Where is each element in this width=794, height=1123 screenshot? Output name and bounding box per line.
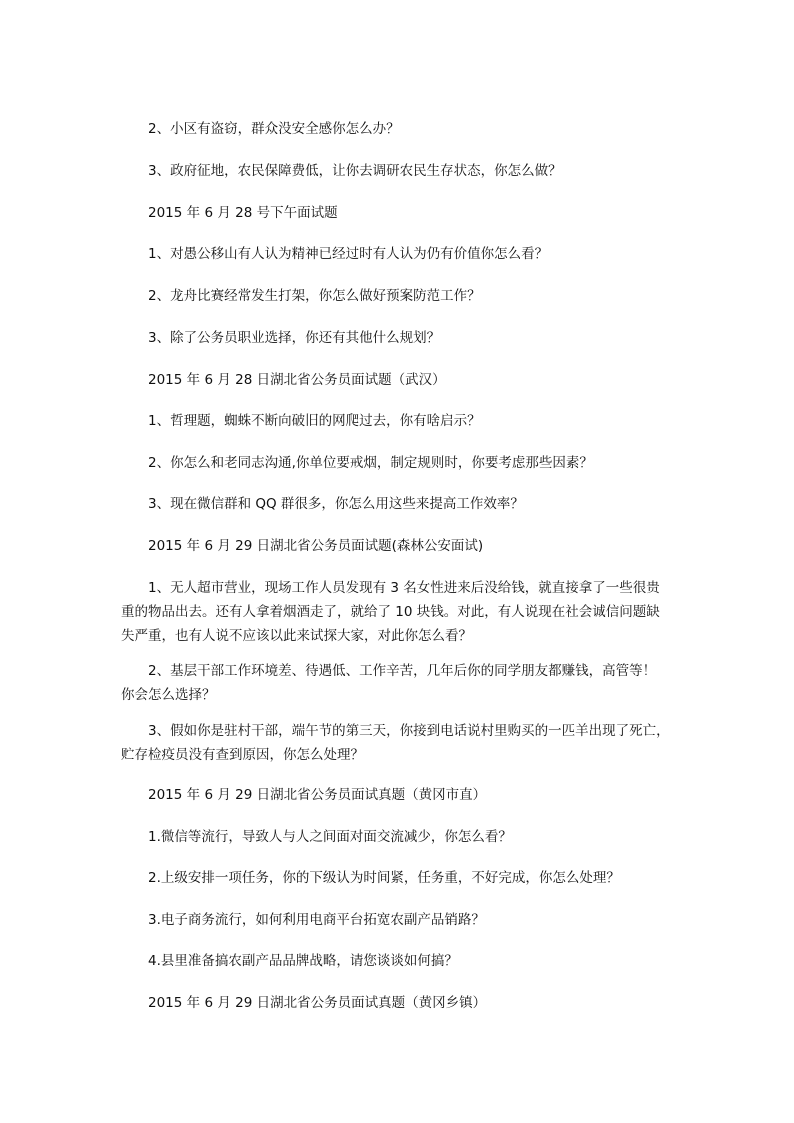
question-line: 2、小区有盗窃，群众没安全感你怎么办？	[148, 121, 400, 137]
question-line: 1.微信等流行，导致人与人之间面对面交流减少，你怎么看？	[148, 829, 512, 845]
section-heading: 2015 年 6 月 29 日湖北省公务员面试题(森林公安面试)	[148, 538, 484, 554]
section-heading: 2015 年 6 月 29 日湖北省公务员面试真题（黄冈乡镇）	[148, 995, 487, 1011]
question-line: 1、哲理题，蜘蛛不断向破旧的网爬过去，你有啥启示？	[148, 413, 481, 429]
question-continuation: 贮存检疫员没有查到原因，你怎么处理？	[121, 747, 364, 763]
question-line: 4.县里准备搞农副产品品牌战略，请您谈谈如何搞？	[148, 953, 458, 969]
section-heading: 2015 年 6 月 29 日湖北省公务员面试真题（黄冈市直）	[148, 787, 487, 803]
question-line: 2、你怎么和老同志沟通,你单位要戒烟，制定规则时，你要考虑那些因素？	[148, 455, 593, 471]
section-heading: 2015 年 6 月 28 日湖北省公务员面试题（武汉）	[148, 372, 446, 388]
question-line: 1、对愚公移山有人认为精神已经过时有人认为仍有价值你怎么看？	[148, 246, 549, 262]
question-continuation: 失严重，也有人说不应该以此来试探大家，对此你怎么看？	[121, 628, 472, 644]
question-line: 2.上级安排一项任务，你的下级认为时间紧，任务重，不好完成，你怎么处理？	[148, 870, 620, 886]
question-continuation: 重的物品出去。还有人拿着烟酒走了，就给了 10 块钱。对此，有人说现在社会诚信问题缺	[121, 604, 660, 620]
question-line: 3.电子商务流行，如何利用电商平台拓宽农副产品销路？	[148, 912, 485, 928]
question-line: 3、现在微信群和 QQ 群很多，你怎么用这些来提高工作效率？	[148, 496, 524, 512]
question-line: 3、除了公务员职业选择，你还有其他什么规划？	[148, 330, 441, 346]
question-continuation: 你会怎么选择？	[121, 687, 216, 703]
question-line: 2、基层干部工作环境差、待遇低、工作辛苦，几年后你的同学朋友都赚钱，高管等！	[148, 663, 657, 679]
question-line: 3、政府征地，农民保障费低，让你去调研农民生存状态，你怎么做？	[148, 163, 562, 179]
question-line: 3、假如你是驻村干部，端午节的第三天，你接到电话说村里购买的一匹羊出现了死亡，	[148, 723, 670, 739]
section-heading: 2015 年 6 月 28 号下午面试题	[148, 205, 338, 221]
question-line: 2、龙舟比赛经常发生打架，你怎么做好预案防范工作？	[148, 288, 481, 304]
question-line: 1、无人超市营业，现场工作人员发现有 3 名女性进来后没给钱，就直接拿了一些很贵	[148, 580, 660, 596]
